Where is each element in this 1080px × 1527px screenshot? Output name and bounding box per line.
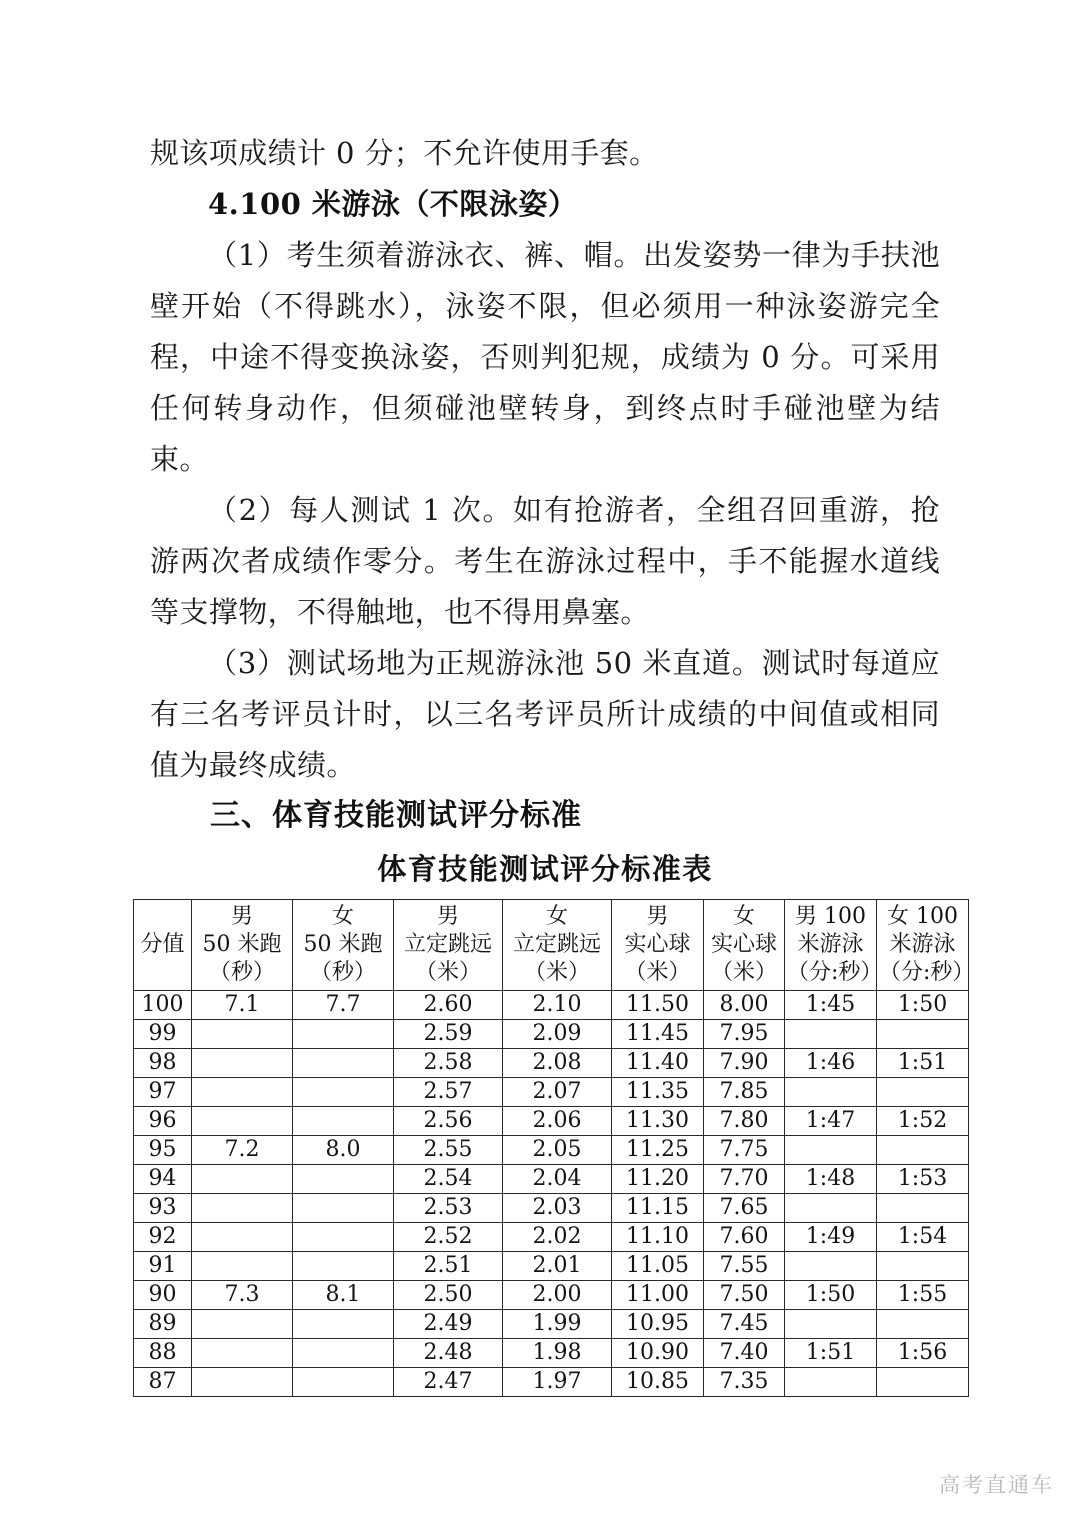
- table-row: [134, 1339, 969, 1368]
- score-table-cell: 7.3: [192, 1281, 293, 1310]
- paragraph-item-2: （2）每人测试 1 次。如有抢游者，全组召回重游，抢游两次者成绩作零分。考生在游泳过程中，手不能握水道线等支撑物，不得触地，也不得用鼻塞。: [150, 493, 940, 629]
- score-table-cell: [877, 1310, 969, 1339]
- score-table-cell: 7.55: [704, 1252, 785, 1281]
- score-table-cell: [192, 1368, 293, 1397]
- score-table-cell: 2.57: [394, 1078, 503, 1107]
- score-table-cell: 1:56: [877, 1339, 969, 1368]
- table-row: [134, 1368, 969, 1397]
- score-table-cell: [192, 1252, 293, 1281]
- score-table-cell: [785, 1078, 877, 1107]
- score-table-cell: [293, 1107, 394, 1136]
- score-table-cell: 10.95: [612, 1310, 704, 1339]
- score-table-cell: 11.10: [612, 1223, 704, 1252]
- score-table-cell: 11.40: [612, 1049, 704, 1078]
- score-table-cell: 1:46: [785, 1049, 877, 1078]
- score-table-cell: 2.59: [394, 1020, 503, 1049]
- table-row: [134, 1310, 969, 1339]
- score-value-cell: 96: [134, 1107, 192, 1136]
- score-value-cell: 97: [134, 1078, 192, 1107]
- score-table-cell: [293, 1368, 394, 1397]
- score-table-cell: 2.48: [394, 1339, 503, 1368]
- paragraph-item-3: （3）测试场地为正规游泳池 50 米直道。测试时每道应有三名考评员计时，以三名考评员所计成绩的中间值或相同值为最终成绩。: [150, 646, 940, 782]
- score-table-cell: 2.05: [503, 1136, 612, 1165]
- score-table-cell: 2.50: [394, 1281, 503, 1310]
- score-value-cell: 98: [134, 1049, 192, 1078]
- subheading-100m-swim: 4.100 米游泳（不限泳姿）: [208, 187, 578, 221]
- table-row: [134, 1223, 969, 1252]
- score-table-cell: [785, 1020, 877, 1049]
- score-table-cell: [192, 1020, 293, 1049]
- score-table-cell: 8.00: [704, 991, 785, 1020]
- score-table-cell: 2.08: [503, 1049, 612, 1078]
- score-table-cell: [293, 1194, 394, 1223]
- paragraph-item-1: （1）考生须着游泳衣、裤、帽。出发姿势一律为手扶池壁开始（不得跳水），泳姿不限，但必须用一种泳姿游完全程，中途不得变换泳姿，否则判犯规，成绩为 0 分。可采用任何转身动作，但须碰池壁转身，到终点时手碰池壁为结束。: [150, 238, 940, 476]
- table-row: [134, 1281, 969, 1310]
- score-table-cell: 7.60: [704, 1223, 785, 1252]
- score-table-cell: [877, 1136, 969, 1165]
- score-table-cell: [192, 1049, 293, 1078]
- score-table-cell: [192, 1223, 293, 1252]
- score-table-cell: [192, 1078, 293, 1107]
- score-table-cell: 1.97: [503, 1368, 612, 1397]
- score-table-cell: 11.20: [612, 1165, 704, 1194]
- score-table-cell: [192, 1194, 293, 1223]
- score-value-cell: 92: [134, 1223, 192, 1252]
- score-table-cell: 11.15: [612, 1194, 704, 1223]
- score-table-cell: 11.45: [612, 1020, 704, 1049]
- score-table-cell: 1:49: [785, 1223, 877, 1252]
- score-table-cell: 7.40: [704, 1339, 785, 1368]
- score-table-cell: 11.35: [612, 1078, 704, 1107]
- score-table-cell: 1.99: [503, 1310, 612, 1339]
- score-table-cell: 11.50: [612, 991, 704, 1020]
- score-table-cell: [293, 1339, 394, 1368]
- score-table-cell: [877, 1020, 969, 1049]
- score-table-cell: 2.54: [394, 1165, 503, 1194]
- score-table-cell: 1:53: [877, 1165, 969, 1194]
- score-table-cell: 7.75: [704, 1136, 785, 1165]
- score-table-cell: 7.1: [192, 991, 293, 1020]
- score-value-cell: 90: [134, 1281, 192, 1310]
- score-table-cell: 2.10: [503, 991, 612, 1020]
- score-table: [133, 899, 975, 1397]
- score-table-cell: 2.52: [394, 1223, 503, 1252]
- table-row: [134, 991, 969, 1020]
- score-table-cell: 11.05: [612, 1252, 704, 1281]
- score-table-cell: [293, 1252, 394, 1281]
- section-heading-scoring-standard: 三、体育技能测试评分标准: [210, 798, 582, 833]
- score-table-cell: [293, 1020, 394, 1049]
- score-table-cell: [785, 1136, 877, 1165]
- score-table-cell: 1.98: [503, 1339, 612, 1368]
- score-table-cell: 1:50: [877, 991, 969, 1020]
- score-table-cell: 2.01: [503, 1252, 612, 1281]
- table-row: [134, 1194, 969, 1223]
- paragraph-rule-continued: 规该项成绩计 0 分；不允许使用手套。: [150, 136, 659, 170]
- score-table-cell: [785, 1368, 877, 1397]
- score-table-cell: [877, 1252, 969, 1281]
- score-table-cell: 8.1: [293, 1281, 394, 1310]
- table-row: [134, 1020, 969, 1049]
- score-table-cell: 2.56: [394, 1107, 503, 1136]
- score-table-cell: 2.04: [503, 1165, 612, 1194]
- score-table-cell: 2.06: [503, 1107, 612, 1136]
- score-table-cell: [192, 1165, 293, 1194]
- score-table-col-header-3: 男 立定跳远 （米）: [394, 900, 503, 991]
- score-table-cell: [192, 1339, 293, 1368]
- score-table-cell: 7.90: [704, 1049, 785, 1078]
- score-value-cell: 93: [134, 1194, 192, 1223]
- score-table-header-row: [134, 900, 969, 991]
- score-table-cell: 1:51: [877, 1049, 969, 1078]
- score-table-cell: 10.85: [612, 1368, 704, 1397]
- score-table-cell: 11.30: [612, 1107, 704, 1136]
- score-table-cell: 1:45: [785, 991, 877, 1020]
- score-table-cell: 2.09: [503, 1020, 612, 1049]
- score-value-cell: 91: [134, 1252, 192, 1281]
- score-table-cell: 1:55: [877, 1281, 969, 1310]
- score-table-cell: 2.49: [394, 1310, 503, 1339]
- score-table-cell: [293, 1310, 394, 1339]
- score-table-cell: 2.60: [394, 991, 503, 1020]
- score-table-cell: [785, 1194, 877, 1223]
- score-table-cell: 11.00: [612, 1281, 704, 1310]
- score-table-col-header-6: 女 实心球 （米）: [704, 900, 785, 991]
- score-table-cell: 1:50: [785, 1281, 877, 1310]
- score-table-cell: [877, 1194, 969, 1223]
- table-row: [134, 1049, 969, 1078]
- score-table-cell: 7.80: [704, 1107, 785, 1136]
- score-table-cell: 2.02: [503, 1223, 612, 1252]
- score-table-cell: 2.00: [503, 1281, 612, 1310]
- score-table-col-header-8: 女 100 米游泳 （分:秒）: [877, 900, 969, 991]
- score-table-cell: 7.2: [192, 1136, 293, 1165]
- score-table-cell: 7.85: [704, 1078, 785, 1107]
- score-table-cell: [192, 1310, 293, 1339]
- score-value-cell: 89: [134, 1310, 192, 1339]
- score-table-cell: 7.70: [704, 1165, 785, 1194]
- score-table-cell: 1:47: [785, 1107, 877, 1136]
- score-table-cell: 10.90: [612, 1339, 704, 1368]
- score-table-cell: [785, 1310, 877, 1339]
- score-table-cell: 1:54: [877, 1223, 969, 1252]
- table-row: [134, 1165, 969, 1194]
- score-table-cell: [293, 1223, 394, 1252]
- score-value-cell: 94: [134, 1165, 192, 1194]
- score-table-col-header-7: 男 100 米游泳 （分:秒）: [785, 900, 877, 991]
- score-table-cell: 1:52: [877, 1107, 969, 1136]
- score-table-cell: [785, 1252, 877, 1281]
- score-table-cell: 2.47: [394, 1368, 503, 1397]
- table-row: [134, 1136, 969, 1165]
- score-table-cell: [877, 1368, 969, 1397]
- score-table-cell: 2.58: [394, 1049, 503, 1078]
- score-table-col-header-4: 女 立定跳远 （米）: [503, 900, 612, 991]
- score-table-cell: 11.25: [612, 1136, 704, 1165]
- score-table-cell: 2.53: [394, 1194, 503, 1223]
- score-table-col-header-0: 分值: [134, 900, 192, 991]
- score-value-cell: 88: [134, 1339, 192, 1368]
- score-value-cell: 87: [134, 1368, 192, 1397]
- score-table-cell: 1:51: [785, 1339, 877, 1368]
- score-table-cell: 7.65: [704, 1194, 785, 1223]
- score-table-cell: 7.95: [704, 1020, 785, 1049]
- score-table-container: [140, 899, 975, 1397]
- score-table-cell: 8.0: [293, 1136, 394, 1165]
- score-table-cell: 2.07: [503, 1078, 612, 1107]
- table-caption: 体育技能测试评分标准表: [377, 852, 713, 886]
- score-table-col-header-5: 男 实心球 （米）: [612, 900, 704, 991]
- score-table-cell: 7.50: [704, 1281, 785, 1310]
- score-table-cell: 2.55: [394, 1136, 503, 1165]
- table-row: [134, 1078, 969, 1107]
- score-table-cell: [293, 1165, 394, 1194]
- score-value-cell: 95: [134, 1136, 192, 1165]
- table-row: [134, 1252, 969, 1281]
- score-table-head: [134, 900, 975, 991]
- document-content: [140, 128, 975, 1397]
- table-row: [134, 1107, 969, 1136]
- score-value-cell: 100: [134, 991, 192, 1020]
- score-table-cell: 7.7: [293, 991, 394, 1020]
- score-table-body: [134, 991, 969, 1397]
- score-table-cell: [192, 1107, 293, 1136]
- score-table-cell: 7.35: [704, 1368, 785, 1397]
- score-table-cell: [293, 1078, 394, 1107]
- score-table-cell: 1:48: [785, 1165, 877, 1194]
- score-table-cell: 2.51: [394, 1252, 503, 1281]
- score-table-cell: 2.03: [503, 1194, 612, 1223]
- score-table-col-header-1: 男 50 米跑 （秒）: [192, 900, 293, 991]
- score-value-cell: 99: [134, 1020, 192, 1049]
- score-table-cell: [293, 1049, 394, 1078]
- score-table-cell: [877, 1078, 969, 1107]
- score-table-col-header-2: 女 50 米跑 （秒）: [293, 900, 394, 991]
- watermark: 高考直通车: [939, 1473, 1054, 1497]
- score-table-cell: 7.45: [704, 1310, 785, 1339]
